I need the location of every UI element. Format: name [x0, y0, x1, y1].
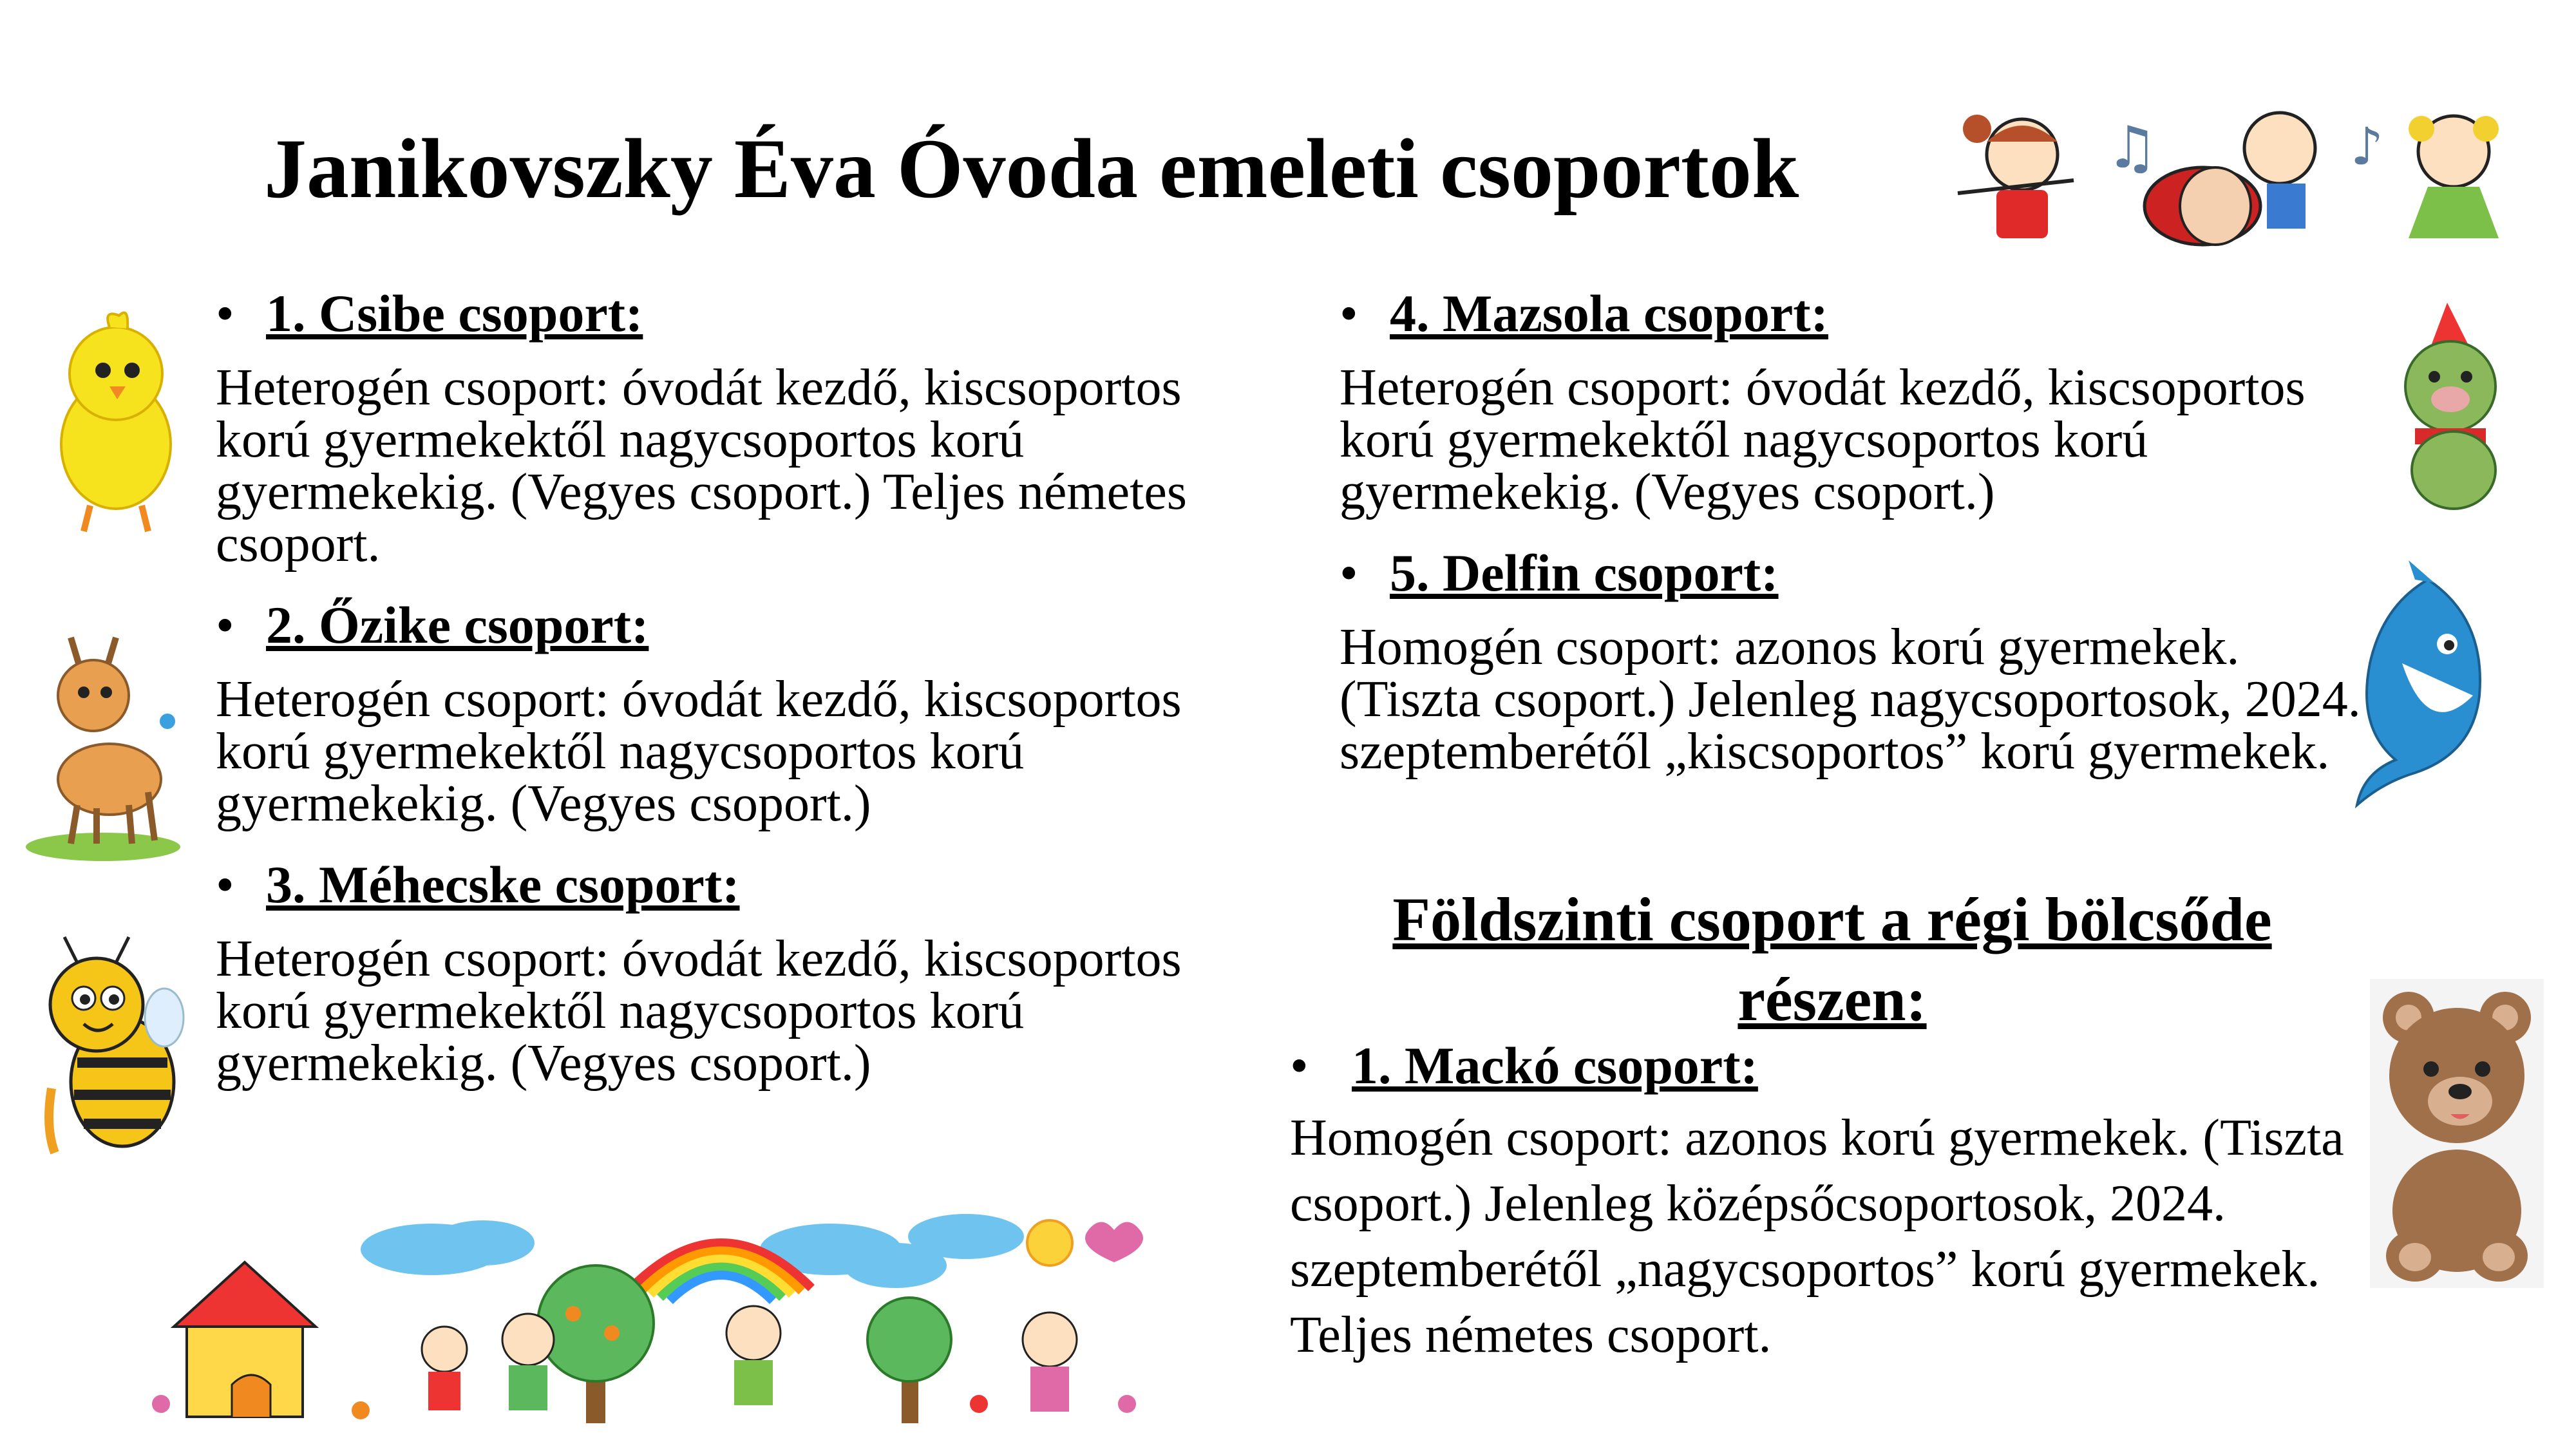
svg-text:♫: ♫ [2106, 114, 2158, 182]
bullet-marker: • [216, 855, 234, 914]
bullet-marker: • [1340, 284, 1358, 343]
music-note-icon [2106, 114, 2158, 182]
group-heading [1290, 1036, 2346, 1096]
group-heading-text: 5. Delfin csoport: [1390, 544, 1779, 602]
teddy-bear-icon [2370, 979, 2544, 1288]
cloud-icon [908, 1214, 1024, 1259]
cloud-icon [361, 1220, 535, 1275]
kids-drawing-illustration [122, 1211, 1153, 1430]
child-figure [726, 1306, 781, 1405]
girl-flute-figure [1958, 115, 2074, 238]
page-title: Janikovszky Éva Óvoda emeleti csoportok [264, 121, 1799, 216]
chick-icon [45, 309, 180, 541]
group-heading-text: 1. Mackó csoport: [1352, 1036, 1758, 1095]
group-description: Heterogén csoport: óvodát kezdő, kiscsoportos korú gyermekektől nagycsoportos korú gyermekekig. (Vegyes csoport.) Teljes németes csoport. [216, 359, 1188, 573]
bullet-marker: • [216, 284, 234, 343]
house-icon [174, 1262, 316, 1417]
group-mazsola [1340, 283, 2370, 518]
group-heading [216, 855, 1272, 915]
group-description: Heterogén csoport: óvodát kezdő, kiscsoportos korú gyermekektől nagycsoportos korú gyermekekig. (Vegyes csoport.) [216, 931, 1182, 1092]
tree-icon [867, 1298, 951, 1423]
group-description: Heterogén csoport: óvodát kezdő, kiscsoportos korú gyermekektől nagycsoportos korú gyermekekig. (Vegyes csoport.) [1340, 359, 2306, 520]
group-description: Homogén csoport: azonos korú gyermekek. (Tiszta csoport.) Jelenleg nagycsoportosok, 2024. szeptemberétől „kiscsoportos” korú gyermekek. [1340, 619, 2361, 780]
bee-icon [26, 934, 187, 1166]
child-figure [502, 1314, 554, 1410]
group-macko [1290, 1036, 2346, 1368]
group-heading [216, 595, 1272, 656]
music-note-icon [2351, 117, 2383, 176]
heart-icon [1085, 1222, 1143, 1263]
group-mehecske [216, 855, 1272, 1090]
group-delfin [1340, 543, 2370, 778]
group-heading-text: 4. Mazsola csoport: [1390, 284, 1828, 343]
group-ozike [216, 595, 1272, 830]
ground-floor-heading: Földszinti csoport a régi bölcsőde részen: [1392, 885, 2272, 1034]
svg-text:♪: ♪ [2351, 117, 2384, 176]
group-description: Heterogén csoport: óvodát kezdő, kiscsoportos korú gyermekektől nagycsoportos korú gyermekekig. (Vegyes csoport.) [216, 671, 1182, 832]
girl-singer-figure [2409, 116, 2499, 238]
children-music-illustration [1932, 103, 2550, 251]
group-heading [216, 283, 1272, 344]
group-heading-text: 3. Méhecske csoport: [266, 855, 740, 914]
group-heading-text: 1. Csibe csoport: [266, 284, 643, 343]
bullet-marker: • [216, 596, 234, 654]
child-figure [422, 1327, 467, 1410]
child-figure [1023, 1312, 1077, 1412]
group-heading-text: 2. Őzike csoport: [266, 596, 649, 654]
bullet-marker: • [1290, 1036, 1309, 1095]
right-column [1340, 283, 2370, 778]
fawn-icon [19, 625, 187, 863]
piglet-icon [2383, 296, 2524, 522]
dolphin-icon [2318, 567, 2512, 811]
sun-icon [1027, 1220, 1072, 1265]
group-csibe [216, 283, 1272, 571]
group-heading [1340, 283, 2370, 344]
drummer-figure [2145, 113, 2315, 245]
left-column [216, 283, 1272, 1090]
group-heading [1340, 543, 2370, 603]
bullet-marker: • [1340, 544, 1358, 602]
tree-icon [538, 1265, 654, 1423]
group-description: Homogén csoport: azonos korú gyermekek. (Tiszta csoport.) Jelenleg középsőcsoportosok, 2024. szeptemberétől „nagycsoportos” korú gyermekek. Teljes németes csoport. [1290, 1110, 2344, 1363]
